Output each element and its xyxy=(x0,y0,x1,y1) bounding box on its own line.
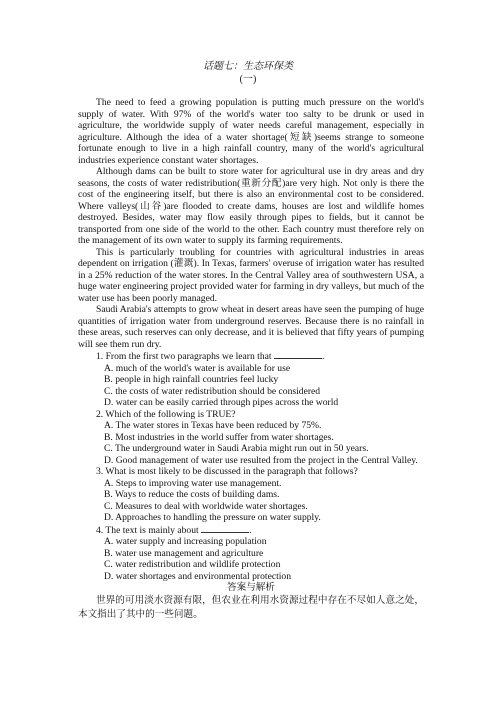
question-list xyxy=(78,350,424,582)
answer-analysis: 世界的可用淡水资源有限，但农业在利用水资源过程中存在不尽如人意之处，本文指出了其中的一些问题。 xyxy=(78,594,424,620)
question-1-option-b: B. people in high rainfall countries feel lucky xyxy=(104,374,279,385)
question-4-stem: 4. The text is mainly about . xyxy=(96,524,252,536)
question-2-stem: 2. Which of the following is TRUE? xyxy=(96,408,236,420)
question-3-option-a: A. Steps to improving water use management. xyxy=(104,477,282,489)
question-4-option-d: D. water shortages and environmental protection xyxy=(104,570,292,582)
question-4-option-a: A. water supply and increasing population xyxy=(104,536,267,547)
question-3-stem: 3. What is most likely to be discussed in the paragraph that follows? xyxy=(96,466,358,477)
answer-blank xyxy=(274,350,322,359)
document-body xyxy=(78,97,424,622)
passage-paragraph-4: Saudi Arabia's attempts to grow wheat in desert areas have seen the pumping of huge quantities of irrigation water from underground reserves. Because there is no rainfall in these areas, such reserves can only decrease, and it is believed that fifty years of pumping will see them run dry. xyxy=(78,304,424,350)
answer-blank xyxy=(201,524,249,533)
passage-paragraph-1: The need to feed a growing population is putting much pressure on the world's supply of water. With 97% of the world's water too salty to be drunk or used in agriculture, the worldwide supply of water needs careful management, especially in agriculture. Although the idea of a water shortage(短缺)seems strange to someone fortunate enough to live in a high rainfall country, many of the world's agricultural industries experience constant water shortages. xyxy=(78,97,424,166)
passage-paragraph-3: This is particularly troubling for countries with agricultural industries in areas dependent on irrigation (灌溉). In Texas, farmers' overuse of irrigation water has resulted in a 25% reduction of the water stores. In the Central Valley area of southwestern USA, a huge water engineering project provided water for farming in dry valleys, but much of the water use has been poorly managed. xyxy=(78,246,424,304)
question-1-option-c: C. the costs of water redistribution should be considered xyxy=(104,385,321,397)
question-3-option-b: B. Ways to reduce the costs of building dams. xyxy=(104,489,280,500)
question-4-option-b: B. water use management and agriculture xyxy=(104,547,264,559)
page-title: 话题七：生态环保类 xyxy=(203,61,293,72)
question-1-option-a: A. much of the world's water is available for use xyxy=(104,362,291,374)
question-4-option-c: C. water redistribution and wildlife protection xyxy=(104,559,281,570)
question-1-stem: 1. From the first two paragraphs we learn that . xyxy=(96,351,325,362)
question-2-option-d: D. Good management of water use resulted from the project in the Central Valley. xyxy=(104,454,418,466)
question-1-option-d: D. water can be easily carried through pipes across the world xyxy=(104,397,339,408)
question-2-option-b: B. Most industries in the world suffer from water shortages. xyxy=(104,431,334,443)
question-3-option-c: C. Measures to deal with worldwide water shortages. xyxy=(104,500,308,512)
answer-heading: 答案与解析 xyxy=(227,582,275,593)
question-2-option-a: A. The water stores in Texas have been reduced by 75%. xyxy=(104,420,322,431)
question-3-option-d: D. Approaches to handling the pressure on water supply. xyxy=(104,512,321,523)
question-2-option-c: C. The underground water in Saudi Arabia might run out in 50 years. xyxy=(104,443,369,454)
section-number: (一) xyxy=(239,74,257,85)
passage-paragraph-2: Although dams can be built to store water for agricultural use in dry areas and dry seasons, the costs of water redistribution(重新分配)are very high. Not only is there the cost of the engineering itself, but there is also an environmental cost to be considered. Where valleys(山谷)are flooded to create dams, houses are lost and wildlife homes destroyed. Besides, water may flow easily through pipes to fields, but it cannot be transported from one side of the world to the other. Each country must therefore rely on the management of its own water to supply its farming requirements. xyxy=(78,166,424,246)
